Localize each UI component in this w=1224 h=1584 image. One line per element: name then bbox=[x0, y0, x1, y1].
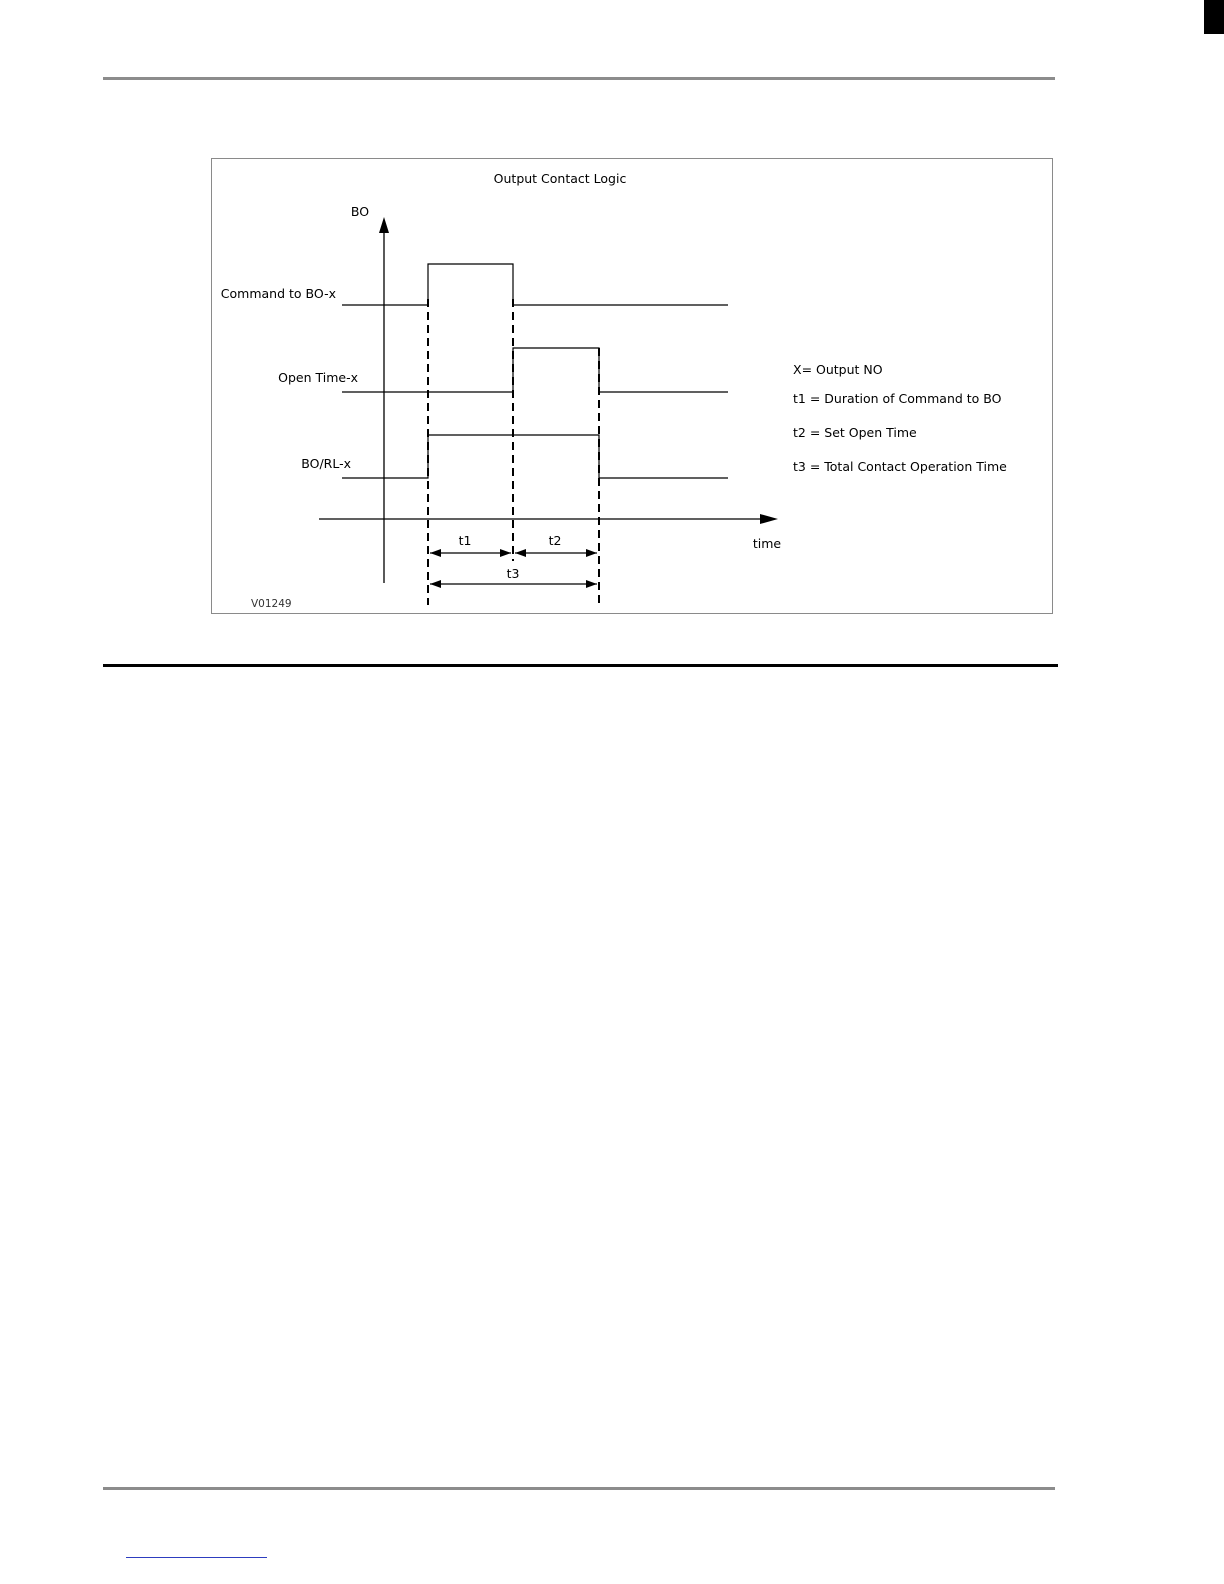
signal-label-bo-rl: BO/RL-x bbox=[301, 456, 351, 471]
output-contact-logic-figure bbox=[211, 158, 1053, 614]
signal-label-command: Command to BO-x bbox=[220, 286, 336, 301]
t3-arrow-left bbox=[430, 580, 441, 588]
t1-arrow-right bbox=[500, 549, 511, 557]
t2-label: t2 bbox=[548, 533, 562, 548]
x-axis-arrow bbox=[760, 514, 778, 524]
t3-label: t3 bbox=[506, 566, 520, 581]
x-axis-label: time bbox=[752, 536, 782, 551]
section-rule bbox=[103, 664, 1058, 667]
waveform-bo-rl bbox=[342, 435, 728, 478]
figure-title: Output Contact Logic bbox=[493, 171, 627, 186]
page-edge-tab bbox=[1204, 0, 1224, 34]
timing-diagram bbox=[212, 159, 1054, 615]
legend-item: X= Output NO bbox=[793, 362, 883, 377]
signal-label-open-time: Open Time-x bbox=[278, 370, 358, 385]
footer-rule bbox=[103, 1487, 1055, 1490]
t2-arrow-left bbox=[515, 549, 526, 557]
legend-item: t2 = Set Open Time bbox=[793, 425, 917, 440]
y-axis-label: BO bbox=[350, 204, 370, 219]
t1-label: t1 bbox=[458, 533, 472, 548]
legend-item: t1 = Duration of Command to BO bbox=[793, 391, 1002, 406]
header-rule bbox=[103, 77, 1055, 80]
legend-item: t3 = Total Contact Operation Time bbox=[793, 459, 1007, 474]
y-axis-arrow bbox=[379, 217, 389, 233]
t2-arrow-right bbox=[586, 549, 597, 557]
figure-id: V01249 bbox=[251, 598, 292, 610]
t1-arrow-left bbox=[430, 549, 441, 557]
waveform-open-time bbox=[342, 348, 728, 392]
footer-link-underline bbox=[126, 1557, 267, 1558]
t3-arrow-right bbox=[586, 580, 597, 588]
waveform-command bbox=[342, 264, 728, 305]
